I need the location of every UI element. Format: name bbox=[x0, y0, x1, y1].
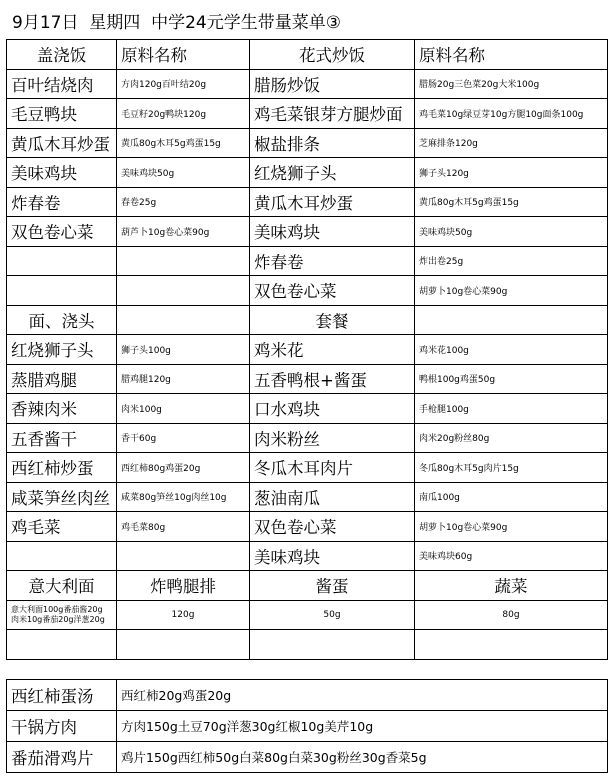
dish-name: 冬瓜木耳肉片 bbox=[250, 453, 415, 483]
ingredients-header-right: 原料名称 bbox=[415, 40, 608, 70]
ingredients: 南瓜100g bbox=[415, 482, 608, 512]
empty-cell bbox=[415, 630, 608, 660]
dish-name: 西红柿蛋汤 bbox=[7, 680, 117, 711]
ingredients: 毛豆籽20g鸭块120g bbox=[117, 99, 250, 129]
table-row bbox=[7, 364, 608, 394]
dish-name bbox=[7, 246, 117, 276]
ingredients: 鸡米花100g bbox=[415, 335, 608, 365]
ingredients: 炸出卷25g bbox=[415, 246, 608, 276]
ingredients: 鸡毛菜10g绿豆芽10g方腿10g面条100g bbox=[415, 99, 608, 129]
item-header: 酱蛋 bbox=[250, 571, 415, 601]
ingredients: 狮子头120g bbox=[415, 158, 608, 188]
dish-name: 椒盐排条 bbox=[250, 128, 415, 158]
ingredients: 腊鸡腿120g bbox=[117, 364, 250, 394]
table-row bbox=[7, 69, 608, 99]
ingredients-header-left: 原料名称 bbox=[117, 40, 250, 70]
item-header: 蔬菜 bbox=[415, 571, 608, 601]
table-row bbox=[7, 217, 608, 247]
table-row bbox=[7, 512, 608, 542]
item-amount: 意大利面100g番茄酱20g 肉米10g番茄20g洋葱20g bbox=[7, 600, 117, 630]
dish-name: 腊肠炒饭 bbox=[250, 69, 415, 99]
ingredients: 香干60g bbox=[117, 423, 250, 453]
table-row bbox=[7, 453, 608, 483]
menu-table bbox=[6, 39, 608, 660]
category-header-right: 套餐 bbox=[250, 305, 415, 335]
ingredients bbox=[117, 541, 250, 571]
ingredients: 芝麻排条120g bbox=[415, 128, 608, 158]
ingredients: 美味鸡块50g bbox=[117, 158, 250, 188]
dish-name: 红烧狮子头 bbox=[250, 158, 415, 188]
table-row bbox=[7, 187, 608, 217]
table-row bbox=[7, 423, 608, 453]
ingredients: 腊肠20g三色菜20g大米100g bbox=[415, 69, 608, 99]
ingredients: 手枪腿100g bbox=[415, 394, 608, 424]
ingredients: 黄瓜80g木耳5g鸡蛋15g bbox=[415, 187, 608, 217]
table-row bbox=[7, 99, 608, 129]
category-header-left: 面、浇头 bbox=[7, 305, 117, 335]
dish-name: 美味鸡块 bbox=[7, 158, 117, 188]
item-header: 炸鸭腿排 bbox=[117, 571, 250, 601]
ingredients: 鸡片150g西红柿50g白菜80g白菜30g粉丝30g香菜5g bbox=[117, 742, 608, 773]
table-row bbox=[7, 335, 608, 365]
ingredients: 西红柿20g鸡蛋20g bbox=[117, 680, 608, 711]
ingredients: 肉米20g粉丝80g bbox=[415, 423, 608, 453]
dish-name: 五香鸭根+酱蛋 bbox=[250, 364, 415, 394]
table-row bbox=[7, 541, 608, 571]
dish-name: 咸菜笋丝肉丝 bbox=[7, 482, 117, 512]
dish-name: 双色卷心菜 bbox=[250, 512, 415, 542]
ingredients: 胡萝卜10g卷心菜90g bbox=[415, 512, 608, 542]
dish-name: 双色卷心菜 bbox=[250, 276, 415, 306]
table-row bbox=[7, 482, 608, 512]
item-header: 意大利面 bbox=[7, 571, 117, 601]
dish-name: 黄瓜木耳炒蛋 bbox=[250, 187, 415, 217]
empty-cell bbox=[117, 305, 250, 335]
blank-row bbox=[7, 630, 608, 660]
dish-name bbox=[7, 541, 117, 571]
ingredients: 西红柿80g鸡蛋20g bbox=[117, 453, 250, 483]
ingredients: 鸡毛菜80g bbox=[117, 512, 250, 542]
soup-table bbox=[6, 679, 608, 773]
table-row bbox=[7, 742, 608, 773]
header-row bbox=[7, 40, 608, 70]
table-row bbox=[7, 128, 608, 158]
item-amount: 120g bbox=[117, 600, 250, 630]
dish-name bbox=[7, 276, 117, 306]
dish-name: 葱油南瓜 bbox=[250, 482, 415, 512]
ingredients: 胡萝卜10g卷心菜90g bbox=[415, 276, 608, 306]
category-header-right: 花式炒饭 bbox=[250, 40, 415, 70]
dish-name: 毛豆鸭块 bbox=[7, 99, 117, 129]
ingredients: 美味鸡块60g bbox=[415, 541, 608, 571]
dish-name: 番茄滑鸡片 bbox=[7, 742, 117, 773]
dish-name: 肉米粉丝 bbox=[250, 423, 415, 453]
dish-name: 美味鸡块 bbox=[250, 541, 415, 571]
dish-name: 美味鸡块 bbox=[250, 217, 415, 247]
ingredients: 葫芦卜10g卷心菜90g bbox=[117, 217, 250, 247]
table-row bbox=[7, 246, 608, 276]
ingredients: 美味鸡块50g bbox=[415, 217, 608, 247]
ingredients: 黄瓜80g木耳5g鸡蛋15g bbox=[117, 128, 250, 158]
item-amount: 50g bbox=[250, 600, 415, 630]
ingredients bbox=[117, 246, 250, 276]
category-header-left: 盖浇饭 bbox=[7, 40, 117, 70]
header-row bbox=[7, 305, 608, 335]
empty-cell bbox=[415, 305, 608, 335]
dish-name: 鸡米花 bbox=[250, 335, 415, 365]
dish-name: 蒸腊鸡腿 bbox=[7, 364, 117, 394]
table-row bbox=[7, 394, 608, 424]
dish-name: 香辣肉米 bbox=[7, 394, 117, 424]
dish-name: 百叶结烧肉 bbox=[7, 69, 117, 99]
table-row bbox=[7, 158, 608, 188]
table-row bbox=[7, 711, 608, 742]
ingredients: 方肉120g百叶结20g bbox=[117, 69, 250, 99]
table-row bbox=[7, 600, 608, 630]
ingredients: 春卷25g bbox=[117, 187, 250, 217]
empty-cell bbox=[117, 630, 250, 660]
dish-name: 炸春卷 bbox=[7, 187, 117, 217]
dish-name: 干锅方肉 bbox=[7, 711, 117, 742]
dish-name: 西红柿炒蛋 bbox=[7, 453, 117, 483]
dish-name: 鸡毛菜 bbox=[7, 512, 117, 542]
dish-name: 鸡毛菜银芽方腿炒面 bbox=[250, 99, 415, 129]
page-title: 9月17日 星期四 中学24元学生带量菜单③ bbox=[12, 13, 341, 33]
table-row bbox=[7, 276, 608, 306]
dish-name: 口水鸡块 bbox=[250, 394, 415, 424]
ingredients: 肉米100g bbox=[117, 394, 250, 424]
ingredients: 狮子头100g bbox=[117, 335, 250, 365]
ingredients bbox=[117, 276, 250, 306]
dish-name: 五香酱干 bbox=[7, 423, 117, 453]
empty-cell bbox=[250, 630, 415, 660]
item-amount: 80g bbox=[415, 600, 608, 630]
empty-cell bbox=[7, 630, 117, 660]
ingredients: 咸菜80g笋丝10g肉丝10g bbox=[117, 482, 250, 512]
ingredients: 冬瓜80g木耳5g肉片15g bbox=[415, 453, 608, 483]
dish-name: 炸春卷 bbox=[250, 246, 415, 276]
ingredients: 方肉150g土豆70g洋葱30g红椒10g美芹10g bbox=[117, 711, 608, 742]
dish-name: 双色卷心菜 bbox=[7, 217, 117, 247]
table-row bbox=[7, 680, 608, 711]
header-row bbox=[7, 571, 608, 601]
dish-name: 红烧狮子头 bbox=[7, 335, 117, 365]
ingredients: 鸭根100g鸡蛋50g bbox=[415, 364, 608, 394]
dish-name: 黄瓜木耳炒蛋 bbox=[7, 128, 117, 158]
